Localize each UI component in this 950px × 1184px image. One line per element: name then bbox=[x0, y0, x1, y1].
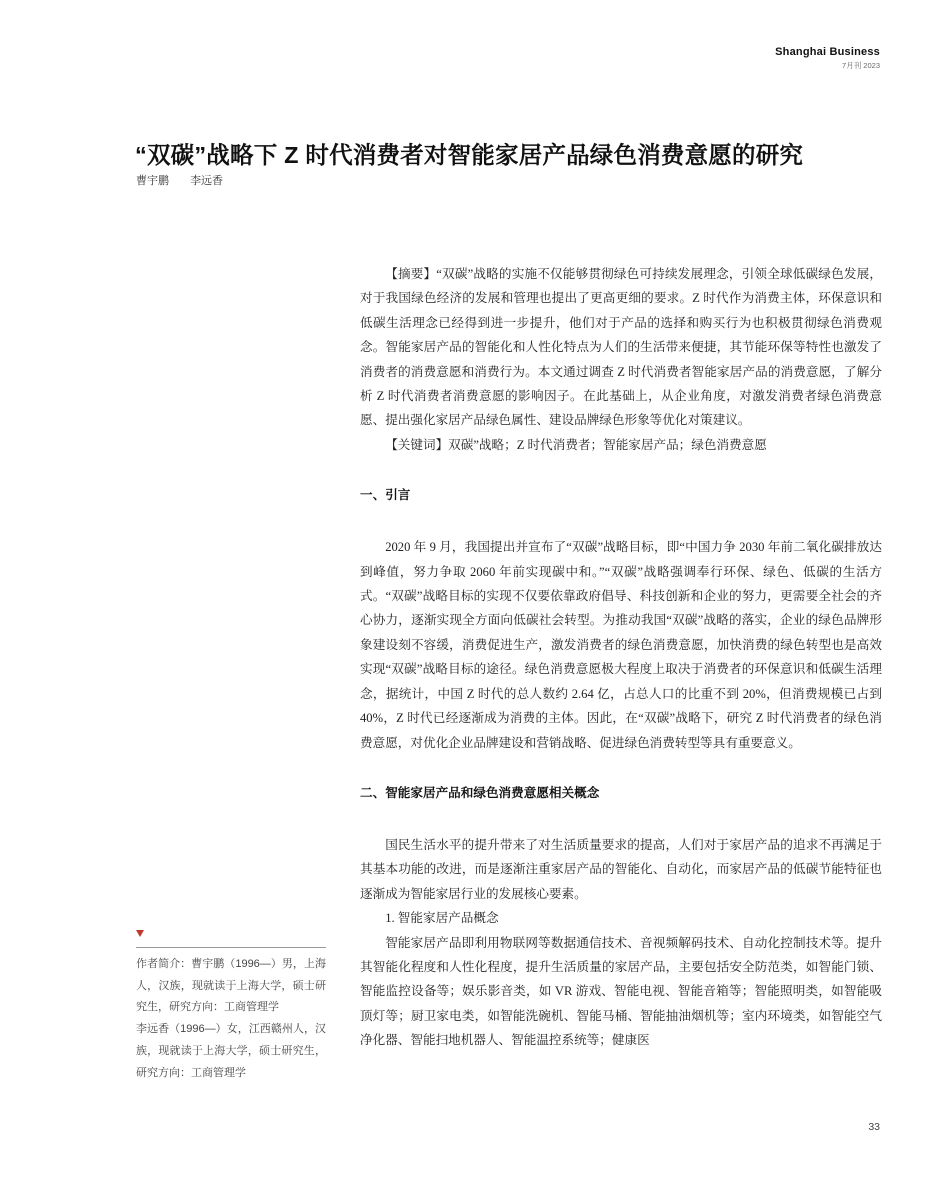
author-name: 李远香 bbox=[190, 175, 224, 187]
triangle-marker-icon bbox=[136, 930, 144, 937]
journal-name: Shanghai Business bbox=[775, 46, 880, 58]
page-number: 33 bbox=[868, 1121, 880, 1133]
section-heading: 二、智能家居产品和绿色消费意愿相关概念 bbox=[360, 785, 600, 800]
issue-date: 7月刊 2023 bbox=[842, 61, 880, 70]
keywords: 【关键词】双碳”战略；Z 时代消费者；智能家居产品；绿色消费意愿 bbox=[385, 437, 767, 452]
author-bio: 李远香（1996—）女，江西赣州人，汉族，现就读于上海大学，硕士研究生，研究方向：工商管理学 bbox=[136, 1023, 326, 1079]
section-heading: 一、引言 bbox=[360, 488, 411, 503]
divider bbox=[136, 947, 326, 948]
author-bio: 作者简介：曹宇鹏（1996—）男，上海人，汉族，现就读于上海大学，硕士研究生，研究方向：工商管理学 bbox=[136, 958, 326, 1014]
abstract: 【摘要】“双碳”战略的实施不仅能够贯彻绿色可持续发展理念，引领全球低碳绿色发展，对于我国绿色经济的发展和管理也提出了更高更细的要求。Z 时代作为消费主体，环保意识和低碳生活理念已经得到进一步提升，他们对于产品的选择和购买行为也积极贯彻绿色消费观念。智能家居产品的智能化和人性化特点为人们的生活带来便捷，其节能环保等特性也激发了消费者的消费意愿和消费行为。本文通过调查 Z 时代消费者智能家居产品的消费意愿，了解分析 Z 时代消费者消费意愿的影响因子。在此基础上，从企业角度，对激发消费者绿色消费意愿、提出强化家居产品绿色属性、建设品牌绿色形象等优化对策建议。 bbox=[360, 267, 882, 428]
body-paragraph: 智能家居产品即利用物联网等数据通信技术、音视频解码技术、自动化控制技术等。提升其智能化程度和人性化程度，提升生活质量的家居产品，主要包括安全防范类，如智能门锁、智能监控设备等；娱乐影音类，如 VR 游戏、智能电视、智能音箱等；智能照明类，如智能吸顶灯等；厨卫家电类，如智能洗碗机、智能马桶、智能抽油烟机等；室内环境类，如智能空气净化器、智能扫地机器人、智能温控系统等；健康医 bbox=[360, 935, 882, 1048]
author-line bbox=[136, 172, 241, 188]
subsection-heading: 1. 智能家居产品概念 bbox=[385, 911, 499, 926]
body-paragraph: 国民生活水平的提升带来了对生活质量要求的提高，人们对于家居产品的追求不再满足于其基本功能的改进，而是逐渐注重家居产品的智能化、自动化，而家居产品的低碳节能特征也逐渐成为智能家居行业的发展核心要素。 bbox=[360, 837, 882, 901]
running-header bbox=[775, 46, 880, 71]
author-name: 曹宇鹏 bbox=[136, 175, 169, 187]
main-column bbox=[360, 262, 882, 1053]
article-title: “双碳”战略下 Z 时代消费者对智能家居产品绿色消费意愿的研究 bbox=[135, 142, 804, 168]
body-paragraph: 2020 年 9 月，我国提出并宣布了“双碳”战略目标，即“中国力争 2030 年前二氧化碳排放达到峰值，努力争取 2060 年前实现碳中和。”“双碳”战略强调奉行环保、绿色、低碳的生活方式。“双碳”战略目标的实现不仅要依靠政府倡导、科技创新和企业的努力，更需要全社会的齐心协力，逐渐实现全方面向低碳社会转型。为推动我国“双碳”战略的落实，企业的绿色品牌形象建设刻不容缓，消费促进生产，激发消费者的绿色消费意愿，加快消费的绿色转型也是高效实现“双碳”战略目标的途径。绿色消费意愿极大程度上取决于消费者的环保意识和低碳生活理念，据统计，中国 Z 时代的总人数约 2.64 亿，占总人口的比重不到 20%，但消费规模已占到 40%，Z 时代已经逐渐成为消费的主体。因此，在“双碳”战略下，研究 Z 时代消费者的绿色消费意愿，对优化企业品牌建设和营销战略、促进绿色消费转型等具有重要意义。 bbox=[360, 540, 882, 750]
author-sidebar bbox=[136, 930, 326, 1084]
